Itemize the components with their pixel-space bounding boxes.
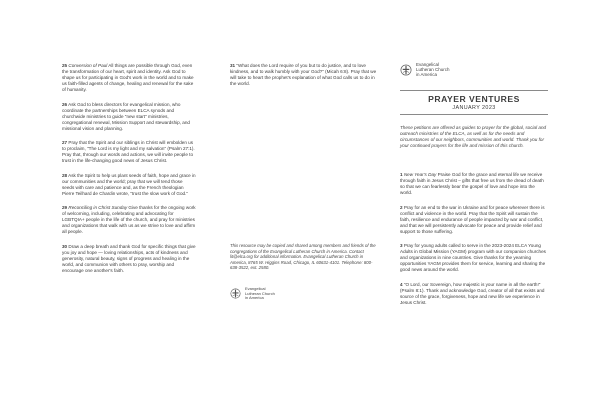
logo-text: Evangelical Lutheran Church in America (245, 286, 275, 301)
elca-cross-icon (400, 64, 412, 76)
page-title: PRAYER VENTURES (428, 94, 520, 104)
elca-cross-icon (230, 288, 241, 299)
petition-25: 25 Conversion of Paul All things are possible through God, even the transformation of our heart, spirit and identity. Ask God to shape us for participating in God's work in the world and to make us faith-filled agents of change, healing and renewal for the sake of humanity. (62, 63, 194, 92)
copyright-notice: This resource may be copied and shared among members and friends of the congregations of the Evangelical Lutheran Church in America. Contact lit@elca.org for additional information. Evangelical Lutheran Church in America, 8765 W. Higgins Road, Chicago, IL 60631-4101. Telephone: 800-638-3522, ext. 2580. (230, 243, 376, 271)
middle-column (230, 63, 378, 96)
petition-30: 30 Draw a deep breath and thank God for specific things that give you joy and hope — loving relationships, acts of kindness and generosity, natural beauty, signs of progress and healing in the world, and communion with others to pray, worship and encourage one another's faith. (62, 243, 196, 273)
logo-text: Evangelical Lutheran Church in America (416, 62, 450, 77)
right-column (400, 172, 548, 314)
petition-29: 29 Reconciling in Christ Sunday Give thanks for the ongoing work of welcoming, including, celebrating and advocating for LGBTQIA+ people in the life of the church, and pray for ministries and organizations that walk with us as we strive to love and affirm all people. (62, 205, 196, 234)
left-column (62, 63, 196, 282)
petition-28: 28 Ask the Spirit to help us plant seeds of faith, hope and grace in our communities and the world; pray that we will tend those seeds with care and patience and, as the French theologian Pierre Teilhard de Chardin wrote, "trust the slow work of God." (62, 172, 196, 196)
page-subtitle: JANUARY 2023 (452, 105, 496, 111)
elca-logo-bottom (230, 287, 275, 301)
petition-26: 26 Ask God to bless directors for evangelical mission, who coordinate the partnerships between ELCA synods and churchwide ministries to guide "new start" ministries, congregational renewal, Mission Support and stewardship, and missional vision and planning. (62, 101, 190, 131)
petition-27: 27 Pray that the Spirit and our siblings in Christ will embolden us to proclaim, "The Lord is my light and my salvation" (Psalm 27:1). Pray that, through our words and actions, we will invite people to trust in the life-changing good news of Jesus Christ. (62, 140, 195, 163)
petition-2: 2 Pray for an end to the war in Ukraine and for peace wherever there is conflict and violence in the world. Pray that the Spirit will sustain the faith, resilience and endurance of people impacted by war and conflict, and that we will persistently advocate for peace and provide relief and support to those suffering. (400, 204, 545, 234)
title-rule-bottom (400, 114, 548, 115)
petition-4: 4 "O Lord, our Sovereign, how majestic is your name in all the earth!" (Psalm 8:1). Thank and acknowledge God, creator of all that exists and source of the grace, forgiveness, hope and new life we experience in Jesus Christ. (400, 281, 545, 305)
petition-3: 3 Pray for young adults called to serve in the 2023-2024 ELCA Young Adults in Global Mission (YAGM) program with our companion churches and organizations in nine countries. Give thanks for the yearning opportunities YAGM provides them for service, learning and sharing the good news around the world. (400, 243, 546, 272)
petition-31: 31 "What does the Lord require of you but to do justice, and to love kindness, and to walk humbly with your God?" (Micah 6:8). Pray that we will take to heart the prophet's explanation of what God calls us to do in the world. (230, 63, 377, 86)
title-rule-top (400, 90, 548, 91)
petition-1: 1 New Year's Day Praise God for the grace and eternal life we receive through faith in Jesus Christ – gifts that free us from the dread of death so that we can fearlessly bear the gospel of love and hope into the world. (400, 172, 544, 195)
elca-logo-top (400, 62, 450, 77)
intro-text: These petitions are offered as guides to prayer for the global, social and outreach ministries of the ELCA, as well as for the needs and circumstances of our neighbors, communities and world. Thank you for your continued prayers for the life and mission of this church. (400, 125, 547, 148)
